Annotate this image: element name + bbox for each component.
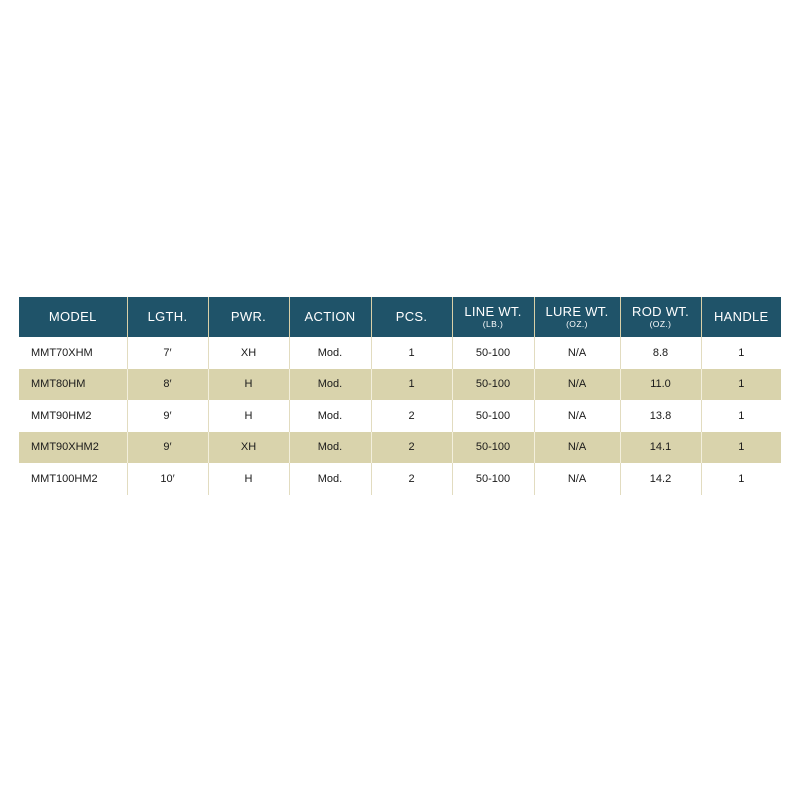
rod-spec-table [19,297,781,495]
header-unit: (OZ.) [649,318,672,329]
cell-handle: 1 [701,463,781,495]
cell-power: H [208,369,289,401]
cell-handle: 1 [701,369,781,401]
header-row [19,297,781,337]
cell-line-weight: 50-100 [452,463,534,495]
cell-rod-weight: 14.2 [620,463,701,495]
cell-rod-weight: 11.0 [620,369,701,401]
cell-lure-weight: N/A [534,463,620,495]
cell-lure-weight: N/A [534,337,620,369]
table-row [19,337,781,369]
header-label: MODEL [48,309,97,325]
cell-action: Mod. [289,369,371,401]
cell-line-weight: 50-100 [452,432,534,464]
cell-lure-weight: N/A [534,400,620,432]
cell-model: MMT100HM2 [19,463,127,495]
cell-rod-weight: 13.8 [620,400,701,432]
header-lure-weight [534,297,620,337]
cell-line-weight: 50-100 [452,400,534,432]
header-label: PCS. [395,309,428,325]
cell-length: 10′ [127,463,208,495]
table-row [19,463,781,495]
header-pieces [371,297,452,337]
header-label: LGTH. [147,309,188,325]
header-unit: (LB.) [482,318,504,329]
header-line-weight [452,297,534,337]
cell-lure-weight: N/A [534,369,620,401]
header-rod-weight [620,297,701,337]
header-label: ACTION [304,309,356,325]
header-label: PWR. [230,309,267,325]
cell-handle: 1 [701,400,781,432]
cell-pieces: 2 [371,400,452,432]
cell-model: MMT90HM2 [19,400,127,432]
cell-power: H [208,400,289,432]
header-label: LURE WT. [545,304,609,320]
header-action [289,297,371,337]
header-label: HANDLE [713,309,769,325]
cell-action: Mod. [289,463,371,495]
cell-model: MMT80HM [19,369,127,401]
cell-handle: 1 [701,337,781,369]
cell-length: 9′ [127,432,208,464]
cell-action: Mod. [289,337,371,369]
header-label: LINE WT. [464,304,522,320]
cell-handle: 1 [701,432,781,464]
cell-power: H [208,463,289,495]
cell-pieces: 2 [371,432,452,464]
cell-length: 7′ [127,337,208,369]
table-row [19,400,781,432]
cell-line-weight: 50-100 [452,337,534,369]
cell-rod-weight: 8.8 [620,337,701,369]
header-length [127,297,208,337]
cell-power: XH [208,337,289,369]
header-power [208,297,289,337]
cell-action: Mod. [289,400,371,432]
cell-length: 8′ [127,369,208,401]
header-unit: (OZ.) [566,318,588,329]
cell-rod-weight: 14.1 [620,432,701,464]
table-row [19,369,781,401]
cell-pieces: 2 [371,463,452,495]
cell-line-weight: 50-100 [452,369,534,401]
cell-model: MMT90XHM2 [19,432,127,464]
cell-length: 9′ [127,400,208,432]
cell-pieces: 1 [371,337,452,369]
cell-power: XH [208,432,289,464]
cell-action: Mod. [289,432,371,464]
header-label: ROD WT. [632,304,689,320]
header-model [19,297,127,337]
table-row [19,432,781,464]
cell-lure-weight: N/A [534,432,620,464]
cell-model: MMT70XHM [19,337,127,369]
cell-pieces: 1 [371,369,452,401]
header-handle [701,297,781,337]
